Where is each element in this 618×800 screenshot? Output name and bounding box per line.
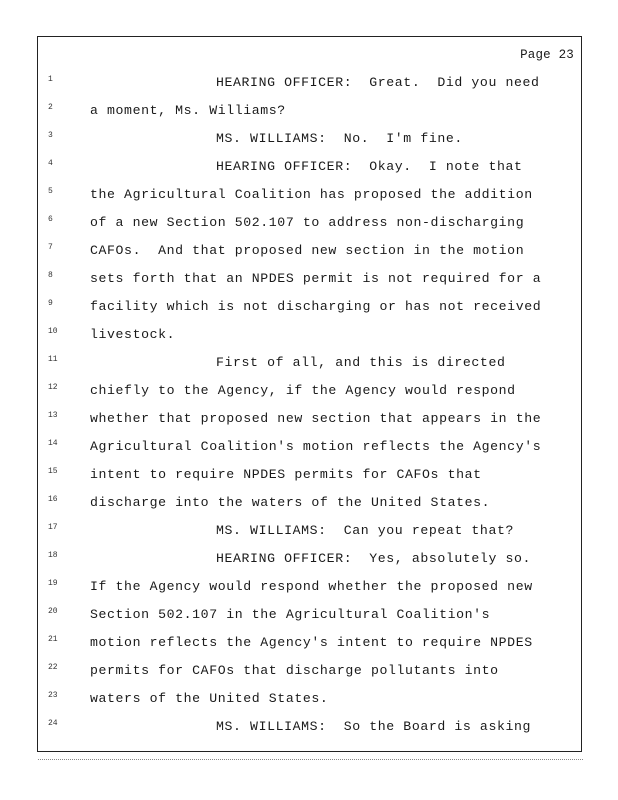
transcript-line-21 — [38, 634, 578, 654]
transcript-line-8 — [38, 270, 578, 290]
line-number: 13 — [48, 411, 58, 420]
line-text: whether that proposed new section that appears in the — [90, 411, 542, 426]
transcript-line-23 — [38, 690, 578, 710]
transcript-line-15 — [38, 466, 578, 486]
bottom-divider — [38, 759, 583, 761]
line-text: HEARING OFFICER: Great. Did you need — [216, 75, 540, 90]
transcript-line-1 — [38, 74, 578, 94]
line-text: chiefly to the Agency, if the Agency would respond — [90, 383, 516, 398]
line-number: 18 — [48, 551, 58, 560]
transcript-line-17 — [38, 522, 578, 542]
line-number: 5 — [48, 187, 53, 196]
line-number: 9 — [48, 299, 53, 308]
line-number: 7 — [48, 243, 53, 252]
transcript-line-9 — [38, 298, 578, 318]
line-text: MS. WILLIAMS: So the Board is asking — [216, 719, 532, 734]
transcript-line-14 — [38, 438, 578, 458]
line-number: 10 — [48, 327, 58, 336]
transcript-line-10 — [38, 326, 578, 346]
line-text: First of all, and this is directed — [216, 355, 506, 370]
line-text: MS. WILLIAMS: Can you repeat that? — [216, 523, 514, 538]
line-text: of a new Section 502.107 to address non-discharging — [90, 215, 525, 230]
line-text: HEARING OFFICER: Yes, absolutely so. — [216, 551, 532, 566]
line-number: 23 — [48, 691, 58, 700]
line-number: 4 — [48, 159, 53, 168]
line-number: 2 — [48, 103, 53, 112]
transcript-line-6 — [38, 214, 578, 234]
line-text: livestock. — [90, 327, 176, 342]
page-number-header: Page 23 — [520, 48, 574, 62]
line-number: 1 — [48, 75, 53, 84]
transcript-line-24 — [38, 718, 578, 738]
transcript-line-13 — [38, 410, 578, 430]
line-text: the Agricultural Coalition has proposed the addition — [90, 187, 533, 202]
line-number: 6 — [48, 215, 53, 224]
line-number: 17 — [48, 523, 58, 532]
transcript-line-12 — [38, 382, 578, 402]
line-text: Agricultural Coalition's motion reflects the Agency's — [90, 439, 542, 454]
line-text: intent to require NPDES permits for CAFOs that — [90, 467, 482, 482]
line-text: Section 502.107 in the Agricultural Coalition's — [90, 607, 491, 622]
line-number: 24 — [48, 719, 58, 728]
line-number: 14 — [48, 439, 58, 448]
line-text: HEARING OFFICER: Okay. I note that — [216, 159, 523, 174]
line-number: 20 — [48, 607, 58, 616]
transcript-line-3 — [38, 130, 578, 150]
transcript-line-16 — [38, 494, 578, 514]
line-number: 21 — [48, 635, 58, 644]
line-number: 12 — [48, 383, 58, 392]
line-text: motion reflects the Agency's intent to require NPDES — [90, 635, 533, 650]
line-text: sets forth that an NPDES permit is not required for a — [90, 271, 542, 286]
line-text: facility which is not discharging or has not received — [90, 299, 542, 314]
transcript-line-7 — [38, 242, 578, 262]
line-text: waters of the United States. — [90, 691, 329, 706]
line-number: 11 — [48, 355, 58, 364]
transcript-line-4 — [38, 158, 578, 178]
line-number: 3 — [48, 131, 53, 140]
transcript-line-2 — [38, 102, 578, 122]
transcript-line-18 — [38, 550, 578, 570]
line-number: 15 — [48, 467, 58, 476]
line-number: 19 — [48, 579, 58, 588]
line-text: discharge into the waters of the United States. — [90, 495, 491, 510]
line-text: If the Agency would respond whether the proposed new — [90, 579, 533, 594]
line-number: 16 — [48, 495, 58, 504]
line-text: CAFOs. And that proposed new section in the motion — [90, 243, 525, 258]
line-text: a moment, Ms. Williams? — [90, 103, 286, 118]
transcript-line-19 — [38, 578, 578, 598]
transcript-line-20 — [38, 606, 578, 626]
line-number: 8 — [48, 271, 53, 280]
transcript-line-5 — [38, 186, 578, 206]
line-text: permits for CAFOs that discharge pollutants into — [90, 663, 499, 678]
transcript-line-22 — [38, 662, 578, 682]
transcript-line-11 — [38, 354, 578, 374]
line-number: 22 — [48, 663, 58, 672]
line-text: MS. WILLIAMS: No. I'm fine. — [216, 131, 463, 146]
